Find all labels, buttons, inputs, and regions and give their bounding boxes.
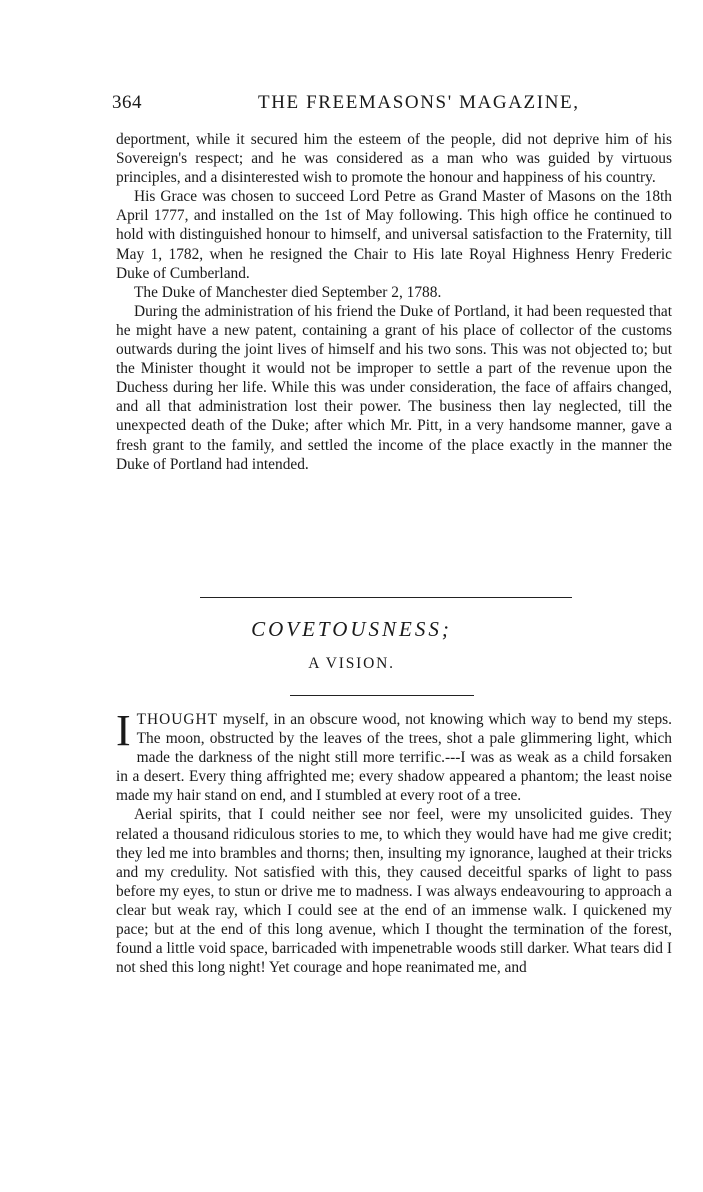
article-paragraph: The Duke of Manchester died September 2, 1788. [134,283,442,301]
essay-paragraph-text: myself, in an obscure wood, not knowing which way to bend my steps. The moon, obstructed by the leaves of the trees, shot a pale glimmering light, which made the darkness of the night still more terrific.---I was as weak as a child forsaken in a desert. Every thing affrighted me; every shadow appeared a phantom; the least noise made my hair stand on end, and I stumbled at every root of a tree. [116,711,672,805]
essay-paragraph [116,706,672,805]
opening-caps: THOUGHT [136,711,219,728]
page-number: 364 [112,92,142,113]
essay-paragraph: Aerial spirits, that I could neither see nor feel, were my unsolicited guides. They related a thousand ridiculous stories to me, to which they would have had me give credit; they led me into brambles and thorns; then, insulting my ignorance, laughed at their tricks and my credulity. Not satisfied with this, they caused deceitful sparks of light to pass before my eyes, to stun or drive me to madness. I was always endeavouring to approach a clear but weak ray, which I could see at the end of an immense walk. I quickened my pace; but at the end of this long avenue, which I thought the termination of the forest, found a little void space, barricaded with impenetrable woods still darker. What tears did I not shed this long night! Yet courage and hope reanimated me, and [116,806,672,977]
essay-body [116,706,672,977]
section-divider-rule [200,597,572,598]
title-underline-rule [290,695,474,696]
essay-subtitle: A VISION. [308,655,395,672]
article-paragraph: His Grace was chosen to succeed Lord Petre as Grand Master of Masons on the 18th April 1777, and installed on the 1st of May following. This high office he continued to hold with distinguished honour to himself, and universal satisfaction to the Fraternity, till May 1, 1782, when he resigned the Chair to His late Royal Highness Henry Frederic Duke of Cumberland. [116,188,672,282]
page-header [112,92,672,118]
article-conclusion [116,130,672,474]
drop-cap: I [116,706,131,755]
article-paragraph: deportment, while it secured him the esteem of the people, did not deprive him of his Sovereign's respect; and he was considered as a man who was guided by virtuous principles, and a disinterested wish to promote the honour and happiness of his country. [116,131,672,187]
running-head: THE FREEMASONS' MAGAZINE, [258,92,580,113]
essay-title: COVETOUSNESS; [251,617,452,641]
article-paragraph: During the administration of his friend the Duke of Portland, it had been requested that he might have a new patent, containing a grant of his place of collector of the customs outwards during the joint lives of himself and his two sons. This was not objected to; but the Minister thought it would not be improper to settle a part of the revenue upon the Duchess during her life. While this was under consideration, the face of affairs changed, and all that administration lost their power. The business then lay neglected, till the unexpected death of the Duke; after which Mr. Pitt, in a very handsome manner, gave a fresh grant to the family, and settled the income of the place exactly in the manner the Duke of Portland had intended. [116,302,672,473]
